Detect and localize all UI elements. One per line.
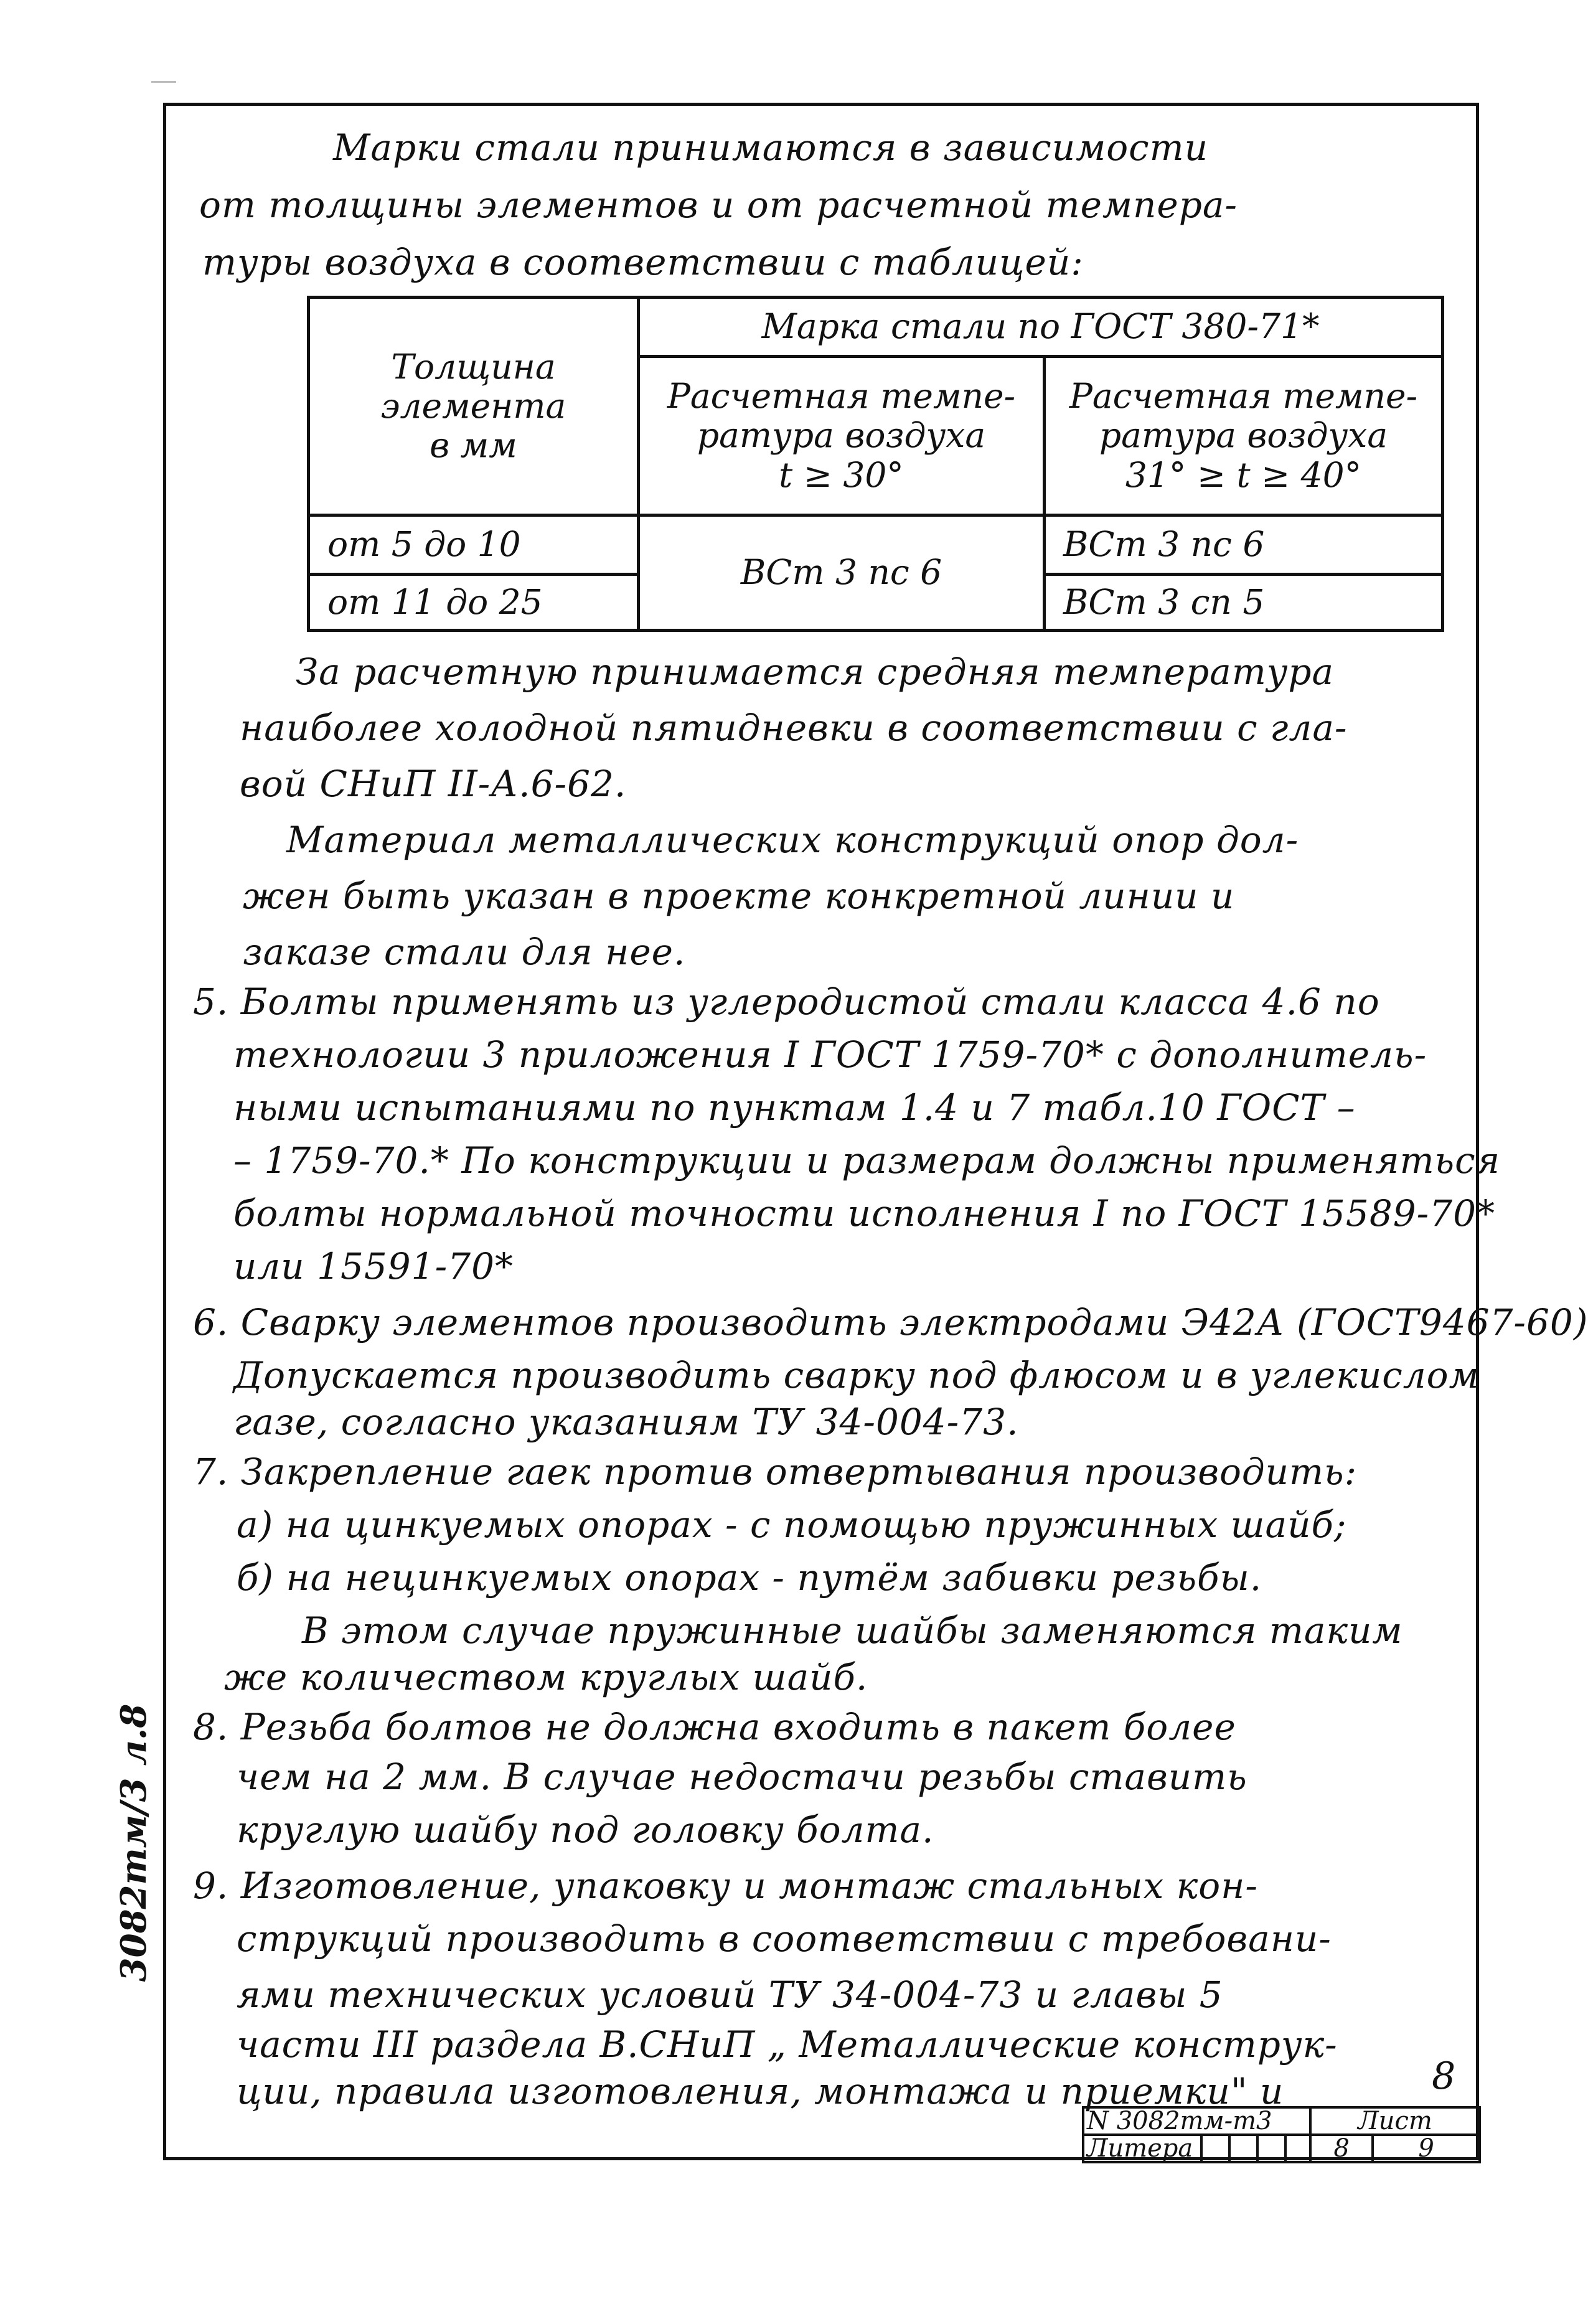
table-temp1-grade: ВСт 3 пс 6 xyxy=(639,515,1045,631)
body-line: 7. Закрепление гаек против отвертывания производить: xyxy=(193,1451,1358,1493)
table-row-2-temp2: ВСт 3 сп 5 xyxy=(1045,575,1443,631)
stamp-litera-cell xyxy=(1285,2135,1310,2162)
body-line: – 1759-70.* По конструкции и размерам должны применяться xyxy=(233,1139,1501,1182)
body-line: жен быть указан в проекте конкретной линии и xyxy=(243,875,1235,917)
stamp-litera-cell xyxy=(1229,2135,1257,2162)
body-line: болты нормальной точности исполнения I по ГОСТ 15589-70* xyxy=(233,1192,1496,1235)
body-line: 5. Болты применять из углеродистой стали класса 4.6 по xyxy=(193,981,1380,1023)
body-line: Допускается производить сварку под флюсом и в углекислом xyxy=(233,1354,1480,1396)
stamp-litera-cell xyxy=(1201,2135,1229,2162)
body-line: круглую шайбу под головку болта. xyxy=(237,1809,934,1851)
body-line: ными испытаниями по пунктам 1.4 и 7 табл.10 ГОСТ – xyxy=(233,1086,1356,1129)
table-row-1-thickness: от 5 до 10 xyxy=(309,515,639,575)
body-line: вой СНиП II-А.6-62. xyxy=(240,763,627,805)
temp2-header: Расчетная темпе- ратура воздуха 31° ≥ t ≥ 40° xyxy=(1045,357,1443,515)
title-stamp xyxy=(1082,2106,1481,2163)
stamp-litera-cell xyxy=(1257,2135,1285,2162)
stamp-sheet-label: Лист xyxy=(1310,2107,1480,2135)
body-line: технологии 3 приложения I ГОСТ 1759-70* с дополнитель- xyxy=(233,1033,1427,1076)
side-stamp-text: 3082тм/3 л.8 xyxy=(113,1703,154,1982)
table-row-2-thickness: от 11 до 25 xyxy=(309,575,639,631)
body-line: газе, согласно указаниям ТУ 34-004-73. xyxy=(233,1401,1019,1443)
stamp-doc-number: N 3082тм-т3 xyxy=(1083,2107,1310,2135)
sheet-mark: 8 xyxy=(1432,2054,1456,2098)
stamp-litera-label: Литера xyxy=(1083,2135,1201,2162)
body-line: же количеством круглых шайб. xyxy=(224,1656,868,1698)
body-line: части III раздела В.СНиП „ Металлические конструк- xyxy=(237,2023,1338,2066)
temp1-header: Расчетная темпе- ратура воздуха t ≥ 30° xyxy=(639,357,1045,515)
body-line: ции, правила изготовления, монтажа и приемки" и xyxy=(237,2070,1284,2112)
side-stamp xyxy=(109,1668,159,2017)
intro-line-2: от толщины элементов и от расчетной темпера- xyxy=(199,184,1238,226)
body-line: 8. Резьба болтов не должна входить в пакет более xyxy=(193,1706,1236,1748)
body-line: В этом случае пружинные шайбы заменяются таким xyxy=(302,1609,1403,1652)
thickness-header: Толщина элемента в мм xyxy=(309,298,639,515)
steel-grade-header: Марка стали по ГОСТ 380-71* xyxy=(639,298,1443,357)
body-line: чем на 2 мм. В случае недостачи резьбы ставить xyxy=(237,1756,1247,1798)
steel-grade-table xyxy=(307,296,1444,632)
body-line: Материал металлических конструкций опор дол- xyxy=(286,819,1299,861)
table-row-1-temp2: ВСт 3 пс 6 xyxy=(1045,515,1443,575)
body-line: или 15591-70* xyxy=(233,1245,514,1287)
body-line: ями технических условий ТУ 34-004-73 и главы 5 xyxy=(237,1974,1223,2016)
stamp-total-sheets: 9 xyxy=(1373,2135,1480,2162)
body-line: За расчетную принимается средняя температура xyxy=(296,651,1335,693)
body-line: б) на нецинкуемых опорах - путём забивки резьбы. xyxy=(237,1556,1262,1599)
body-line: 9. Изготовление, упаковку и монтаж стальных кон- xyxy=(193,1865,1258,1907)
body-line: заказе стали для нее. xyxy=(243,931,686,973)
body-line: струкций производить в соответствии с требовани- xyxy=(237,1917,1332,1960)
stamp-sheet-number: 8 xyxy=(1310,2135,1373,2162)
intro-line-3: туры воздуха в соответствии с таблицей: xyxy=(202,241,1084,283)
scan-speck xyxy=(151,81,176,83)
body-line: наиболее холодной пятидневки в соответствии с гла- xyxy=(240,707,1348,749)
body-line: 6. Сварку элементов производить электродами Э42А (ГОСТ9467-60) xyxy=(193,1301,1588,1343)
body-line: а) на цинкуемых опорах - с помощью пружинных шайб; xyxy=(237,1503,1347,1546)
intro-line-1: Марки стали принимаются в зависимости xyxy=(333,126,1208,169)
